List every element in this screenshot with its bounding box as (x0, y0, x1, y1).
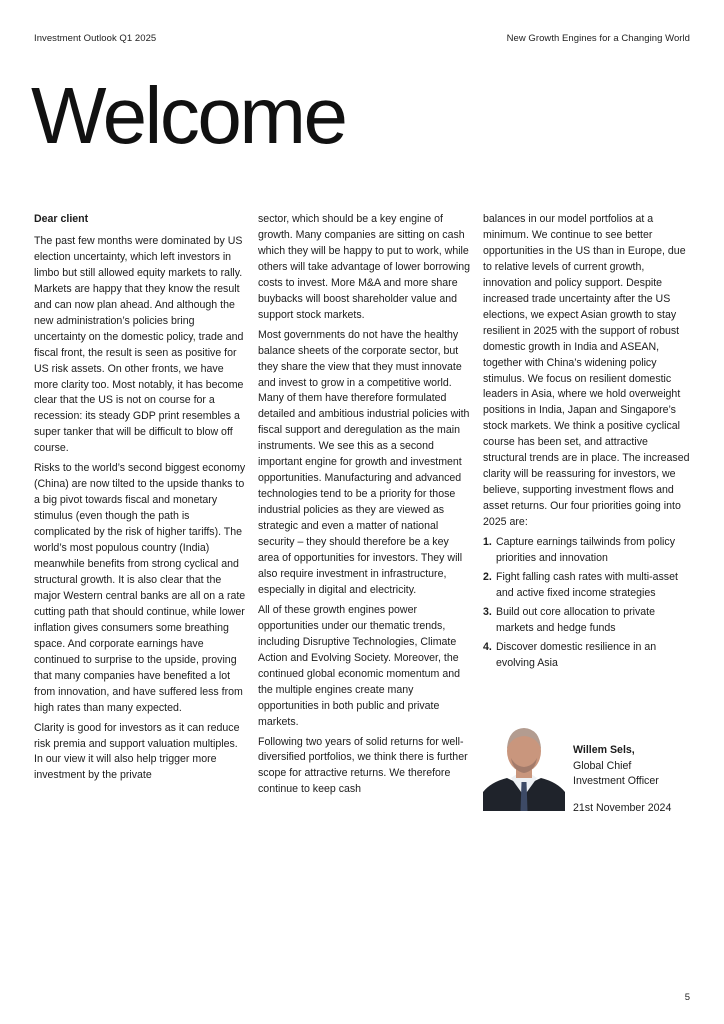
priority-item (483, 640, 691, 672)
paragraph-private-sector: sector, which should be a key engine of growth. Many companies are sitting on cash which they will be happy to put to work, while others will take advantage of lower borrowing costs to invest. More M&A and more share buybacks will boost shareholder value and support stock markets. (258, 213, 470, 321)
page-number: 5 (684, 992, 690, 1003)
priority-number: 3. (483, 605, 492, 618)
priority-text: Capture earnings tailwinds from policy priorities and innovation (496, 536, 675, 565)
header-publication-title: Investment Outlook Q1 2025 (34, 33, 157, 44)
paragraph-cash-balances: balances in our model portfolios at a minimum. We continue to see better opportunities in the US than in Europe, due to relative levels of current growth, innovation and policy support. Despite increased trade uncertainty after the US elections, we expect Asian growth to stay resilient in 2025 with the support of robust domestic growth in India and ASEAN, together with China’s widening policy stimulus. We focus on resilient domestic leaders in Asia, where we hold overweight positions in India, Japan and Singapore’s stock markets. We think a positive cyclical course has been set, and attractive structural trends are in place. The increased clarity will be reassuring for investors, we believe, supporting investment flows and asset returns. Our four priorities going into 2025 are: (483, 213, 690, 529)
tie-shape (521, 782, 528, 811)
letter-date: 21st November 2024 (573, 801, 672, 814)
paragraph-election-outlook: The past few months were dominated by US election uncertainty, which left investors in limbo but still allowed equity markets to rally. Markets are happy that they know the result and can now plan ahead. And although the new administration’s policies bring uncertainty on the domestic policy, trade and fiscal front, the result is seen as positive for US risk assets. On other fronts, we have more clarity too. Most notably, it has become clear that the US is not on course for a recession: its steady GDP print resembles a super tanker that will be difficult to blow off course. (34, 234, 244, 455)
author-role-line-1: Global Chief (573, 759, 632, 772)
priority-item (483, 535, 691, 567)
priority-text: Build out core allocation to private markets and hedge funds (496, 605, 655, 634)
letter-column-3 (483, 212, 691, 675)
author-signature (573, 743, 671, 816)
header-report-theme: New Growth Engines for a Changing World (506, 33, 690, 44)
paragraph-clarity: Clarity is good for investors as it can reduce risk premia and support valuation multiples. In our view it will also help trigger more investment by the private (34, 721, 240, 782)
priority-number: 1. (483, 536, 492, 549)
letter-column-1 (34, 212, 246, 788)
salutation: Dear client (34, 213, 89, 225)
priority-item (483, 570, 691, 602)
paragraph-returns: Following two years of solid returns for well-diversified portfolios, we think there is further scope for attractive returns. We therefore continue to keep cash (258, 735, 468, 796)
letter-column-2 (258, 212, 470, 802)
page-title: Welcome (31, 71, 346, 160)
priority-text: Fight falling cash rates with multi-asset and active fixed income strategies (496, 570, 678, 599)
author-portrait (483, 716, 565, 811)
priority-number: 2. (483, 570, 492, 583)
priority-text: Discover domestic resilience in an evolving Asia (496, 640, 657, 669)
paragraph-growth-engines: All of these growth engines power opportunities under our thematic trends, including Disruptive Technologies, Climate Action and Evolving Society. Moreover, the continued global economic momentum and the multiple engines create many opportunities in both public and private markets. (258, 603, 460, 728)
priority-item (483, 605, 691, 637)
author-role-line-2: Investment Officer (573, 775, 659, 787)
priorities-list (483, 535, 691, 672)
priority-number: 4. (483, 640, 492, 653)
portrait-illustration (483, 716, 565, 811)
paragraph-global-risks: Risks to the world’s second biggest economy (China) are now tilted to the upside thanks to a big pivot towards fiscal and monetary stimulus (even though the path is complicated by the risk of higher tariffs). The world’s most populous country (India) meanwhile benefits from strong cyclical and structural growth. It is also clear that the major Western central banks are all on a rate cutting path that should continue, while lower inflation gives consumers some breathing space. And corporate earnings have continued to surprise to the upside, proving that many companies have benefited a lot from innovation, and have suffered less from high rates than many expected. (34, 462, 246, 714)
paragraph-governments: Most governments do not have the healthy balance sheets of the corporate sector, but they share the view that they must innovate and invest to grow in a competitive world. Many of them have therefore formulated detailed and ambitious industrial policies with fiscal support and deregulation as the main instruments. We see this as a second important engine for growth and investment opportunities. Manufacturing and advanced technologies tend to be a priority for those industrial policies as they are viewed as strategic and even a matter of national security – they should therefore be a key area of opportunities for investors. They will also require investment in infrastructure, especially in digital and electricity. (258, 328, 470, 596)
author-name: Willem Sels, (573, 744, 635, 756)
